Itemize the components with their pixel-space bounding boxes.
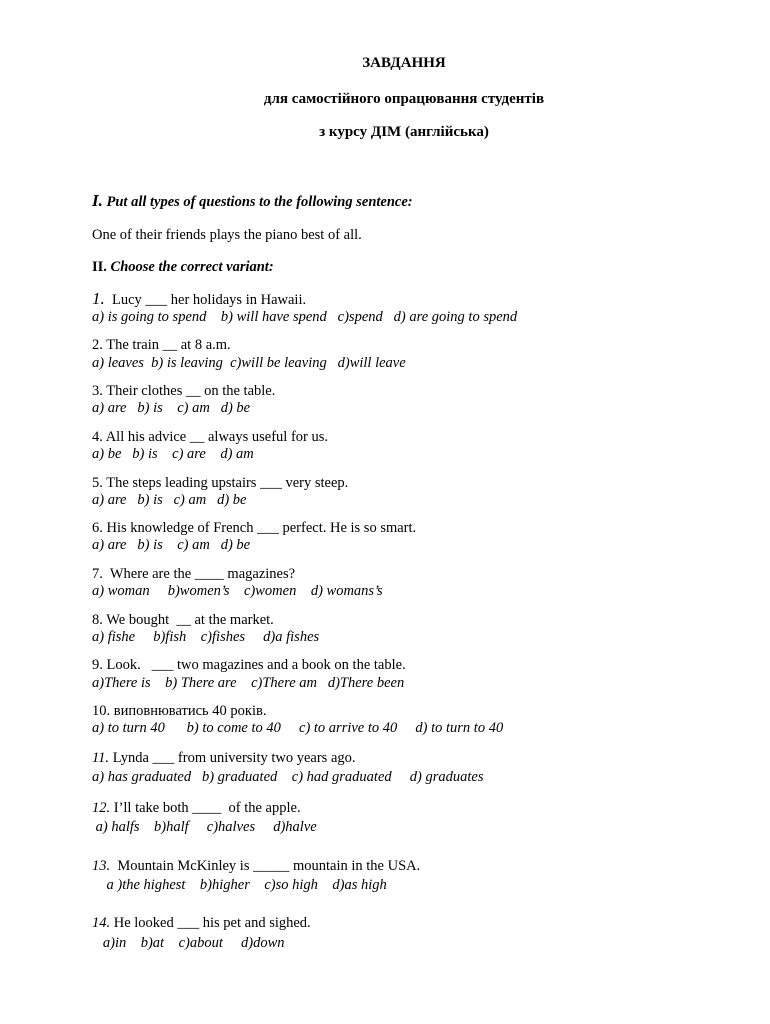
question-14-options: a)in b)at c)about d)down <box>92 935 285 951</box>
section-2-heading <box>92 258 274 276</box>
question-4-options: a) be b) is c) are d) am <box>92 446 254 462</box>
question-2-options: a) leaves b) is leaving c)will be leaving d)will leave <box>92 355 406 371</box>
question-3-options: a) are b) is c) am d) be <box>92 400 251 416</box>
question-text: Look. ___ two magazines and a book on the table. <box>106 657 406 673</box>
question-13-options: a )the highest b)higher c)so high d)as high <box>92 877 387 893</box>
question-number: 8. <box>92 612 103 628</box>
question-number: 10. <box>92 703 111 719</box>
question-8-options: a) fishe b)fish c)fishes d)a fishes <box>92 629 320 645</box>
question-number: 12. <box>92 800 111 816</box>
question-text: Where are the ____ magazines? <box>106 566 296 582</box>
question-number: 14. <box>92 915 111 931</box>
question-8 <box>92 611 274 629</box>
question-text: Lynda ___ from university two years ago. <box>112 750 356 766</box>
question-14 <box>92 914 311 932</box>
question-6 <box>92 519 416 537</box>
question-number: 6. <box>92 520 103 536</box>
question-text: I’ll take both ____ of the apple. <box>113 800 301 816</box>
section-1-instruction: Put all types of questions to the following sentence: <box>106 194 413 210</box>
question-5 <box>92 474 348 492</box>
section-1-number: I. <box>92 191 103 210</box>
section-1-sentence: One of their friends plays the piano best of all. <box>92 227 362 243</box>
question-number: 7. <box>92 566 103 582</box>
question-number: 11. <box>92 750 110 766</box>
question-number: 13. <box>92 858 111 874</box>
question-12 <box>92 799 301 817</box>
question-2 <box>92 336 231 354</box>
question-number: 9. <box>92 657 103 673</box>
question-4 <box>92 428 328 446</box>
question-number: 2. <box>92 337 103 353</box>
question-text: He looked ___ his pet and sighed. <box>113 915 311 931</box>
question-6-options: a) are b) is c) am d) be <box>92 537 251 553</box>
question-5-options: a) are b) is c) am d) be <box>92 492 247 508</box>
question-text: The train __ at 8 a.m. <box>106 337 231 353</box>
question-text: Lucy ___ her holidays in Hawaii. <box>108 292 307 308</box>
document-title: ЗАВДАННЯ <box>362 55 446 71</box>
question-number: 5. <box>92 475 103 491</box>
question-9-options: a)There is b) There are c)There am d)There been <box>92 675 405 691</box>
document-subtitle: для самостійного опрацювання студентів <box>263 91 545 107</box>
question-12-options: a) halfs b)half c)halves d)halve <box>92 819 317 835</box>
course-title: з курсу ДІМ (англійська) <box>319 124 489 140</box>
question-11-options: a) has graduated b) graduated c) had graduated d) graduates <box>92 769 484 785</box>
question-1-options: a) is going to spend b) will have spend c)spend d) are going to spend <box>92 309 518 325</box>
question-7-options: a) woman b)women’s c)women d) womans’s <box>92 583 383 599</box>
question-13 <box>92 857 420 875</box>
section-1-heading <box>92 192 413 211</box>
question-3 <box>92 382 275 400</box>
question-11 <box>92 749 356 767</box>
question-text: His knowledge of French ___ perfect. He is so smart. <box>106 520 417 536</box>
question-text: Mountain McKinley is _____ mountain in the USA. <box>113 858 421 874</box>
question-text: All his advice __ always useful for us. <box>105 429 328 445</box>
question-7 <box>92 565 295 583</box>
question-number: 4. <box>92 429 103 445</box>
question-text: Their clothes __ on the table. <box>106 383 276 399</box>
question-text: The steps leading upstairs ___ very steep. <box>106 475 349 491</box>
question-number: 3. <box>92 383 103 399</box>
question-text: виповнюватись 40 років. <box>113 703 267 719</box>
question-10-options: a) to turn 40 b) to come to 40 c) to arrive to 40 d) to turn to 40 <box>92 720 504 736</box>
question-10 <box>92 702 266 720</box>
question-1 <box>92 290 306 309</box>
question-number: 1. <box>92 289 105 308</box>
question-9 <box>92 656 406 674</box>
section-2-number: II. <box>92 259 107 275</box>
section-2-instruction: Choose the correct variant: <box>110 259 274 275</box>
question-text: We bought __ at the market. <box>106 612 274 628</box>
